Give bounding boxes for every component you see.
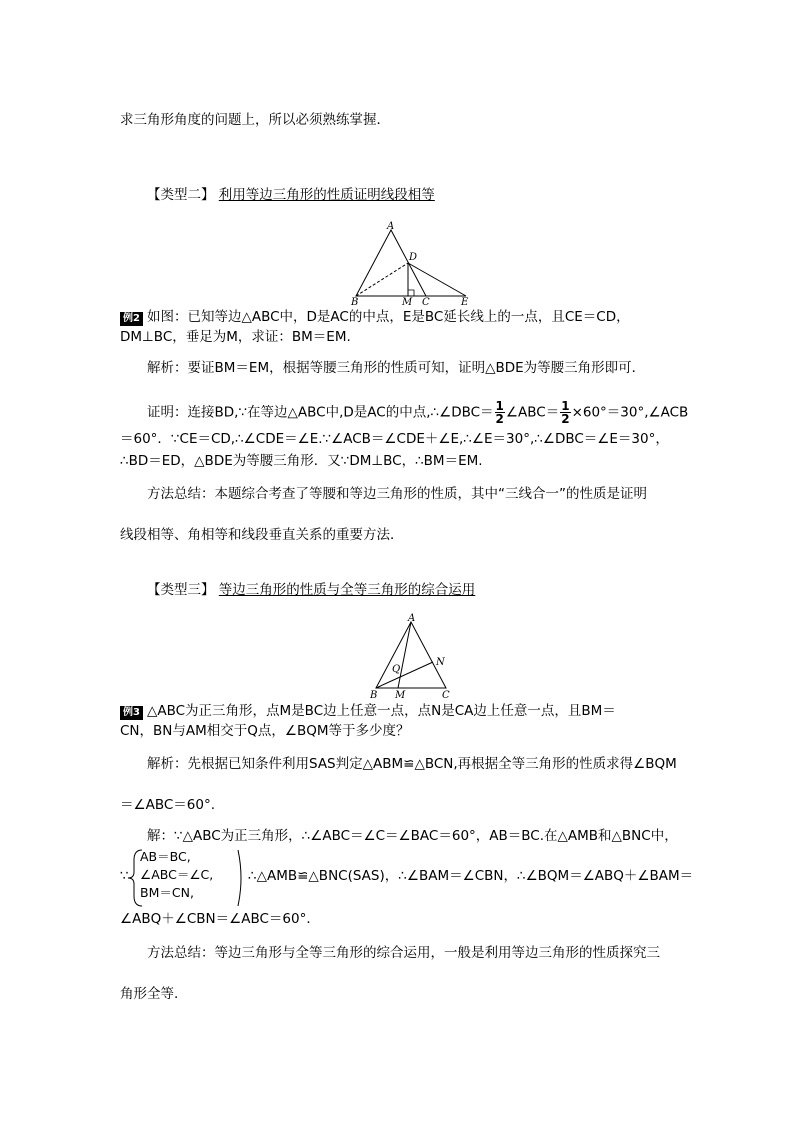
system-eq1: AB＝BC, [140,849,191,864]
line-bd [356,263,408,296]
fraction-half: $\frac{1}{2}$ [495,399,504,426]
label-a: A [387,221,395,232]
proof2-line1: 证明：连接BD,∵在等边△ABC中,D是AC的中点,∴∠DBC＝ $\frac{1}{2}$ ∠ABC＝ $\frac{1}{2}$ ×60°＝30°,∠ACB [147,399,689,426]
right-paren [234,848,248,908]
proof2-line2: ＝60°．∵CE＝CD,∴∠CDE＝∠E.∵∠ACB＝∠CDE＋∠E,∴∠E＝30°,∴∠DBC＝∠E＝30°， [120,431,669,447]
right-angle-mark [408,290,414,296]
analysis3-line1: 解析：先根据已知条件利用SAS判定△ABM≌△BCN,再根据全等三角形的性质求得∠BQM [147,756,677,772]
summary3-line2: 角形全等. [120,986,179,1002]
fraction-half: $\frac{1}{2}$ [561,399,570,426]
type3-title: 等边三角形的性质与全等三角形的综合运用 [218,582,476,598]
type3-label: 【类型三】 [147,582,215,598]
system-eq2: ∠ABC＝∠C, [140,867,214,882]
intro-text: 求三角形角度的问题上，所以必须熟练掌握． [120,112,390,128]
label-c: C [442,690,450,700]
solution3-line3: ∠ABQ＋∠CBN＝∠ABC＝60°． [120,911,320,927]
summary2-line2: 线段相等、角相等和线段垂直关系的重要方法． [120,527,404,543]
label-q: Q [392,664,401,675]
solution3-line1: 解：∵△ABC为正三角形，∴∠ABC＝∠C＝∠BAC＝60°，AB＝BC.在△AMB和△BNC中， [147,828,678,844]
analysis2: 解析：要证BM＝EM，根据等腰三角形的性质可知，证明△BDE为等腰三角形即可． [147,360,646,376]
label-d: D [409,252,418,263]
label-m: M [402,297,413,306]
summary2-line1: 方法总结：本题综合考查了等腰和等边三角形的性质，其中“三线合一”的性质是证明 [147,486,647,502]
system-eq3: BM＝CN, [140,885,194,900]
type2-label: 【类型二】 [147,187,215,203]
example3-line2: CN，BN与AM相交于Q点，∠BQM等于多少度？ [120,723,410,739]
label-a: A [408,613,416,624]
label-e: E [461,297,469,306]
label-c: C [422,297,430,306]
type3-heading [147,578,475,598]
type2-heading [147,183,435,203]
type2-figure [346,220,476,306]
example2-line2: DM⊥BC，垂足为M，求证：BM＝EM. [120,329,351,345]
type2-title: 利用等边三角形的性质证明线段相等 [218,187,435,203]
proof2-line3: ∴BD＝ED，△BDE为等腰三角形．又∵DM⊥BC，∴BM＝EM. [120,453,483,469]
example2-line1: 例2 如图：已知等边△ABC中，D是AC的中点，E是BC延长线上的一点，且CE＝CD， [120,308,630,326]
triangle-abc [376,622,446,688]
triangle-abc [356,230,426,296]
solution3-line2: ∴△AMB≌△BNC(SAS)，∴∠BAM＝∠CBN，∴∠BQM＝∠ABQ＋∠BAM＝ [248,868,694,884]
line-bn [376,662,433,688]
analysis3-line2: ＝∠ABC＝60°. [120,797,216,813]
label-n: N [436,657,445,668]
because-symbol: ∵ [120,868,129,884]
line-am [398,622,411,688]
summary3-line1: 方法总结：等边三角形与全等三角形的综合运用，一般是利用等边三角形的性质探究三 [147,945,660,961]
label-m: M [395,690,406,700]
label-b: B [370,690,378,700]
example3-badge: 例3 [120,706,143,720]
type3-figure [366,612,458,700]
example2-badge: 例2 [120,312,143,326]
label-b: B [351,297,359,306]
example3-line1: 例3 △ABC为正三角形，点M是BC边上任意一点，点N是CA边上任意一点，且BM＝ [120,702,616,720]
